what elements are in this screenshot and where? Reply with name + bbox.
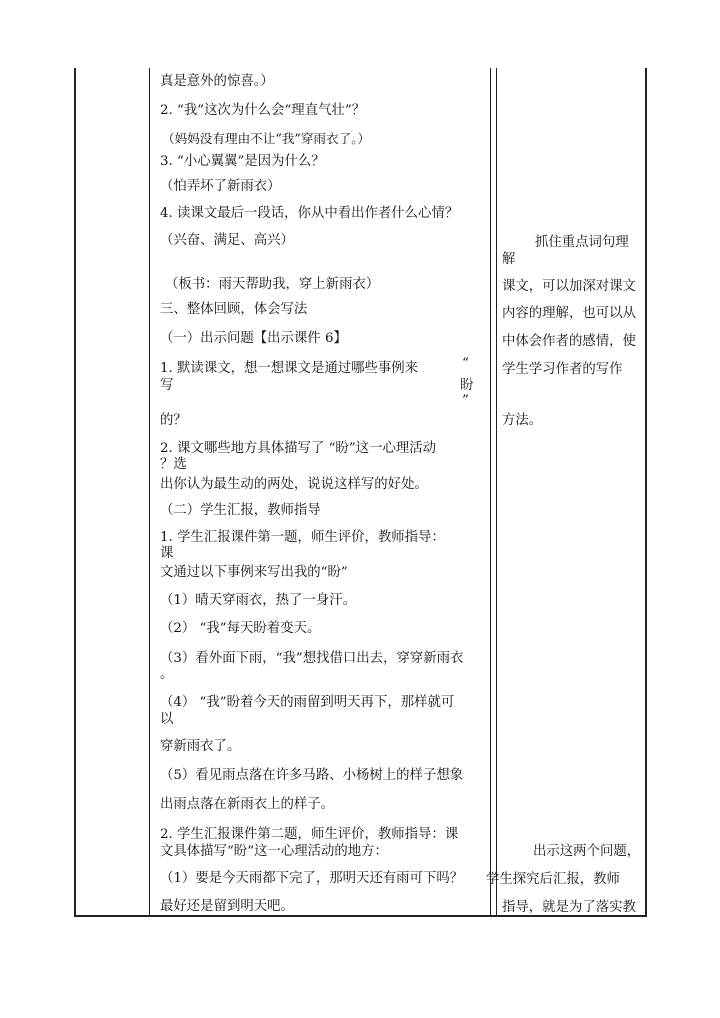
note-line: 指导，就是为了落实教 (502, 900, 636, 915)
lesson-line: 文通过以下事例来写出我的“盼” (160, 565, 348, 580)
note-line: 抓住重点词句理 (535, 235, 629, 250)
note-line: 方法。 (502, 413, 543, 428)
table-column-divider-3 (496, 68, 497, 917)
lesson-line: （5）看见雨点落在许多马路、小杨树上的样子想象 (160, 768, 464, 783)
table-right-border (645, 68, 647, 917)
note-line: 中体会作者的感情，使 (502, 334, 636, 349)
lesson-line: （板书：雨天帮助我，穿上新雨衣） (165, 277, 380, 292)
table-column-divider-2 (490, 68, 491, 917)
lesson-line: 2. “我”这次为什么会“理直气壮”？ (160, 103, 366, 118)
lesson-line: 穿新雨衣了。 (160, 739, 241, 754)
lesson-line: （兴奋、满足、高兴） (160, 233, 294, 248)
lesson-line: 最好还是留到明天吧。 (160, 899, 294, 914)
lesson-line: 出雨点落在新雨衣上的样子。 (160, 797, 335, 812)
lesson-line: ” (462, 393, 469, 408)
lesson-line: （3）看外面下雨，“我”想找借口出去，穿穿新雨衣 (160, 651, 464, 666)
note-line: 解 (502, 252, 516, 267)
note-line: 出示这两个问题， (533, 844, 641, 859)
note-line: 内容的理解，也可以从 (502, 306, 636, 321)
lesson-line: （二）学生汇报，教师指导 (160, 503, 321, 518)
lesson-line: “ (462, 356, 469, 371)
lesson-line: 的？ (160, 413, 187, 428)
note-line: 学生学习作者的写作 (502, 362, 623, 377)
lesson-line: 2. 学生汇报课件第二题，师生评价，教师指导：课 (160, 827, 459, 842)
lesson-line: 真是意外的惊喜。） (160, 74, 274, 89)
lesson-line: 3. “小心翼翼”是因为什么？ (160, 154, 325, 169)
lesson-line: 1. 学生汇报课件第一题，师生评价，教师指导： (160, 530, 445, 545)
note-line: 课文，可以加深对课文 (502, 279, 636, 294)
lesson-line: （4） “我”盼着今天的雨留到明天再下，那样就可 (160, 695, 455, 710)
lesson-line: 出你认为最生动的两处，说说这样写的好处。 (160, 477, 428, 492)
lesson-line: 4. 读课文最后一段话，你从中看出作者什么心情？ (160, 206, 459, 221)
lesson-line: （怕弄坏了新雨衣） (160, 179, 281, 194)
lesson-line: （妈妈没有理由不让“我”穿雨衣了。） (162, 131, 371, 146)
table-left-border (74, 68, 76, 917)
lesson-line: ？选 (160, 457, 187, 472)
lesson-line: （2） “我”每天盼着变天。 (160, 621, 321, 636)
lesson-line: 。 (160, 667, 174, 682)
lesson-line: 写 (160, 378, 174, 393)
lesson-line: 三、整体回顾，体会写法 (160, 302, 308, 317)
lesson-line: 1. 默读课文，想一想课文是通过哪些事例来 (160, 361, 419, 376)
lesson-line: 以 (160, 712, 174, 727)
lesson-line: （一）出示问题【出示课件 6】 (160, 331, 347, 346)
lesson-line: （1）晴天穿雨衣，热了一身汗。 (160, 593, 356, 608)
note-line: 学生探究后汇报，教师 (486, 872, 620, 887)
lesson-line: 2. 课文哪些地方具体描写了 “盼”这一心理活动 (160, 441, 437, 456)
table-column-divider-1 (149, 68, 150, 917)
lesson-line: （1）要是今天雨都下完了，那明天还有雨可下吗？ (160, 871, 464, 886)
lesson-line: 课 (160, 546, 174, 561)
lesson-line: 文具体描写“盼”这一心理活动的地方： (160, 844, 388, 859)
lesson-line: 盼 (460, 378, 474, 393)
